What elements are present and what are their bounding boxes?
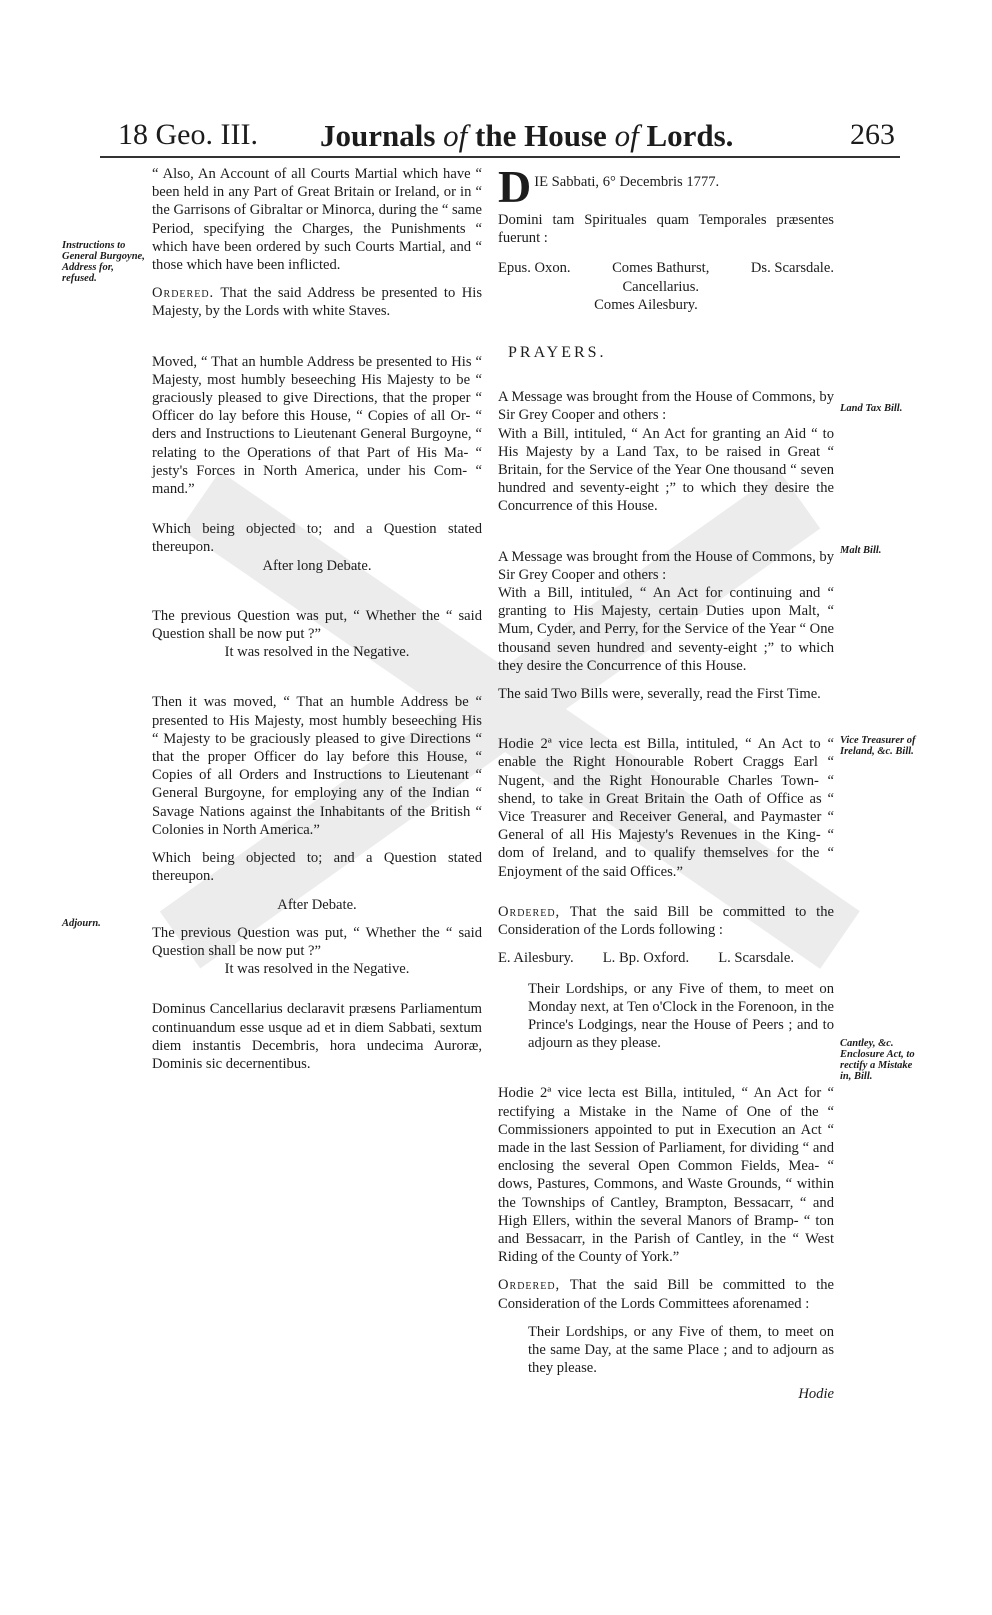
meeting-notice-1: Their Lordships, or any Five of them, to meet on Monday next, at Ten o'Clock in the Forenoon, in the Prince's Lodgings, near the House of Peers ; and to adjourn as they please. [528,980,834,1052]
committee-lords [498,949,834,967]
after-debate: After Debate. [277,896,357,913]
header-rule [100,156,900,158]
message-2: A Message was brought from the House of Commons, by Sir Grey Cooper and others : [498,548,834,583]
ordered-paragraph: Ordered. That the said Address be presented to His Majesty, by the Lords with white Staves. [152,285,482,320]
previous-question-paragraph: The previous Question was put, “ Whether the “ said Question shall be now put ?” [152,607,482,643]
lord-scarsdale: L. Scarsdale. [718,950,794,967]
read-first-time: The said Two Bills were, severally, read the First Time. [498,686,821,703]
catchword: Hodie [798,1386,834,1403]
page-number: 263 [850,118,895,151]
objection-paragraph-2: Which being objected to; and a Question stated thereupon. [152,850,482,885]
present-epus: Epus. Oxon. [498,260,571,277]
resolved-negative: It was resolved in the Negative. [224,644,410,661]
after-long-debate: After long Debate. [262,557,372,574]
present-comes-ailesbury: Comes Ailesbury. [594,296,698,313]
margin-note-land-tax: Land Tax Bill. [840,403,903,414]
present-intro: Domini tam Spirituales quam Temporales præsentes fuerunt : [498,212,834,247]
previous-question-paragraph-2: The previous Question was put, “ Whether the “ said Question shall be now put ?” [152,924,482,959]
bill-land-tax: With a Bill, intituled, “ An Act for granting an Aid “ to His Majesty by a Land Tax, to be raised in Great “ Britain, for the Service of the Year One thousand “ seven hundred and seventy-eight ;” to which they desire the Concurrence of this House. [498,425,834,515]
bill-malt: With a Bill, intituled, “ An Act for continuing and “ granting to His Majesty, certain Duties upon Malt, “ Mum, Cyder, and Perry, for the Service of the Year “ One thousand seven hundred and seventy-eight ;” to which they desire the Concurrence of this House. [498,585,834,674]
ordered-committed-2: Ordered, That the said Bill be committed to the Consideration of the Lords Committees aforenamed : [498,1277,834,1312]
margin-note-vice-treasurer: Vice Treasurer of Ireland, &c. Bill. [840,735,916,757]
hodie-cantley: Hodie 2ª vice lecta est Billa, intituled, “ An Act for “ rectifying a Mistake in the Name of One of the “ Commissioners appointed to put in Execution an Act “ made in the last Session of Parliament, for dividing “ and enclosing the several Open Common Fields, Mea- “ dows, Pastures, Commons, and Waste Grounds, “ within the Townships of Cantley, Brampton, Bessacarr, “ and High Ellers, within the several Manors of Bramp- “ ton and Bessacarr, in the Parish of Cantley, in the “ West Riding of the County of York.” [498,1085,834,1266]
objection-paragraph: Which being objected to; and a Question stated thereupon. [152,521,482,556]
message-1: A Message was brought from the House of Commons, by Sir Grey Cooper and others : [498,389,834,424]
adjournment-paragraph: Dominus Cancellarius declaravit præsens Parliamentum continuandum esse usque ad et in diem Sabbati, sextum diem instantis Decembris, hora undecima Auroræ, Dominis sic decernentibus. [152,1001,482,1072]
present-ds: Ds. Scarsdale. [750,260,834,277]
lord-ailesbury: E. Ailesbury. [498,950,574,967]
lord-bp-oxford: L. Bp. Oxford. [602,950,690,967]
present-comes-bathurst: Comes Bathurst, Cancellarius. [612,260,710,295]
ordered-committed-1: Ordered, That the said Bill be committed to the Consideration of the Lords following : [498,903,834,939]
present-list [498,259,834,295]
die-line: IE Sabbati, 6° Decembris 1777. [534,174,720,190]
running-title: Journals of the House of Lords. [320,118,734,153]
prayers-heading: PRAYERS. [508,344,607,362]
right-column [498,161,834,1404]
meeting-notice-2: Their Lordships, or any Five of them, to meet on the same Day, at the same Place ; and to adjourn as they please. [528,1323,834,1377]
drop-cap: D [498,161,532,212]
die-heading [498,161,834,212]
courts-martial-paragraph: “ Also, An Account of all Courts Martial which have “ been held in any Part of Great Britain or Ireland, or in “ the Garrisons of Gibraltar or Minorca, during the “ same Period, specifying the Charges, the Punishments “ which have been ordered by such Courts Martial, and “ those which have been inflicted. [152,166,482,274]
margin-note-adjourn: Adjourn. [62,918,101,929]
left-column [152,165,482,1073]
folio-left: 18 Geo. III. [118,118,258,151]
margin-note-cantley: Cantley, &c. Enclosure Act, to rectify a Mistake in, Bill. [840,1038,915,1082]
margin-note-malt: Malt Bill. [840,545,882,556]
running-header [0,118,992,158]
second-motion-paragraph: Then it was moved, “ That an humble Address be “ presented to His Majesty, most humbly beseeching His “ Majesty to be graciously pleased to give Directions “ that the proper Officer do lay before this House, “ Copies of all Orders and Instructions to Lieutenant “ General Burgoyne, for employing any of the Indian “ Savage Nations against the Inhabitants of the British “ Colonies in North America.” [152,694,482,838]
hodie-vice-treasurer: Hodie 2ª vice lecta est Billa, intituled, “ An Act to “ enable the Right Honourable Robert Craggs Earl “ Nugent, and the Right Honourable Charles Town- “ shend, to take in Great Britain the Oath of Office as “ Vice Treasurer and Receiver General, and Paymaster “ General of all His Majesty's Revenues in the King- “ dom of Ireland, and to qualify themselves for the “ Enjoyment of the said Offices.” [498,736,834,880]
motion-paragraph: Moved, “ That an humble Address be presented to His “ Majesty, most humbly beseeching His Majesty to be “ graciously pleased to give Directions, that the proper “ Officer do lay before this House, “ Copies of all Or- “ ders and Instructions to Lieutenant General Burgoyne, “ relating to the Operations of that Part of His Ma- “ jesty's Forces in North America, under his Com- “ mand.” [152,353,482,498]
margin-note-instructions: Instructions to General Burgoyne, Address for, refused. [62,240,145,284]
resolved-negative-2: It was resolved in the Negative. [224,961,410,978]
